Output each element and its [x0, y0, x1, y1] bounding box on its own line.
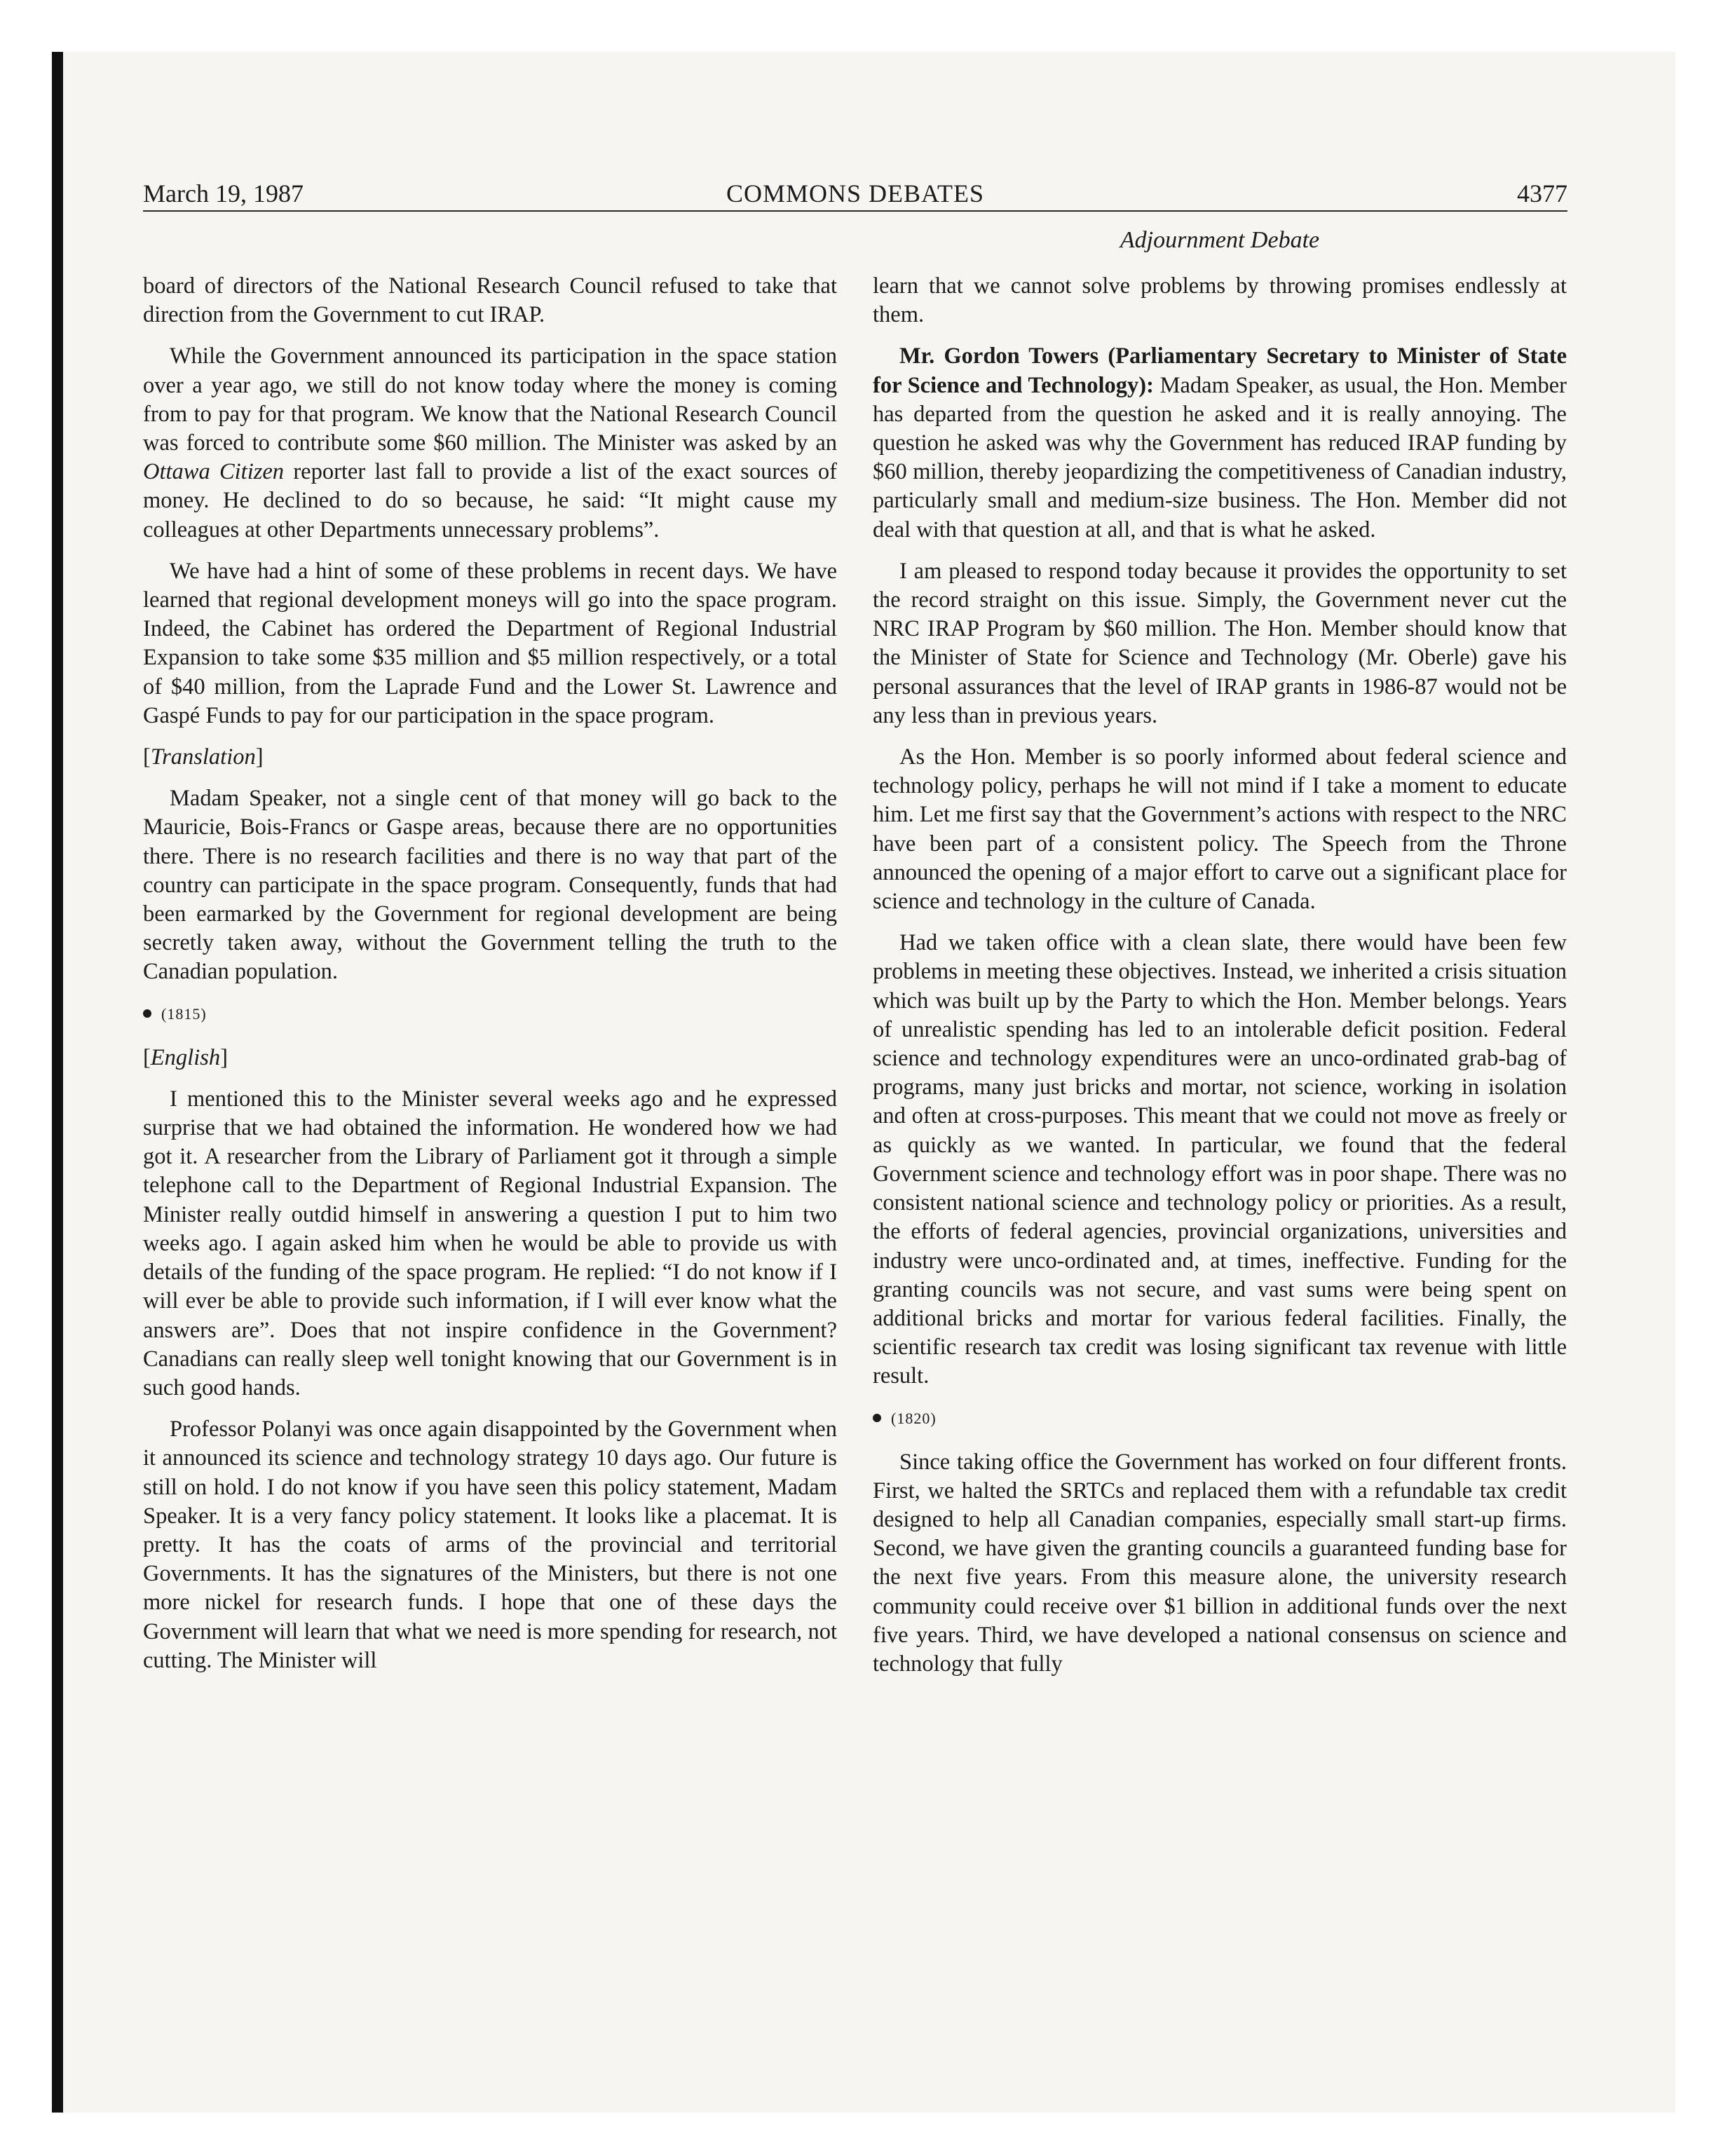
right-paragraph-2 [873, 342, 1567, 544]
left-paragraph-1: board of directors of the National Research Council refused to take that direction from the Government to cut IRAP. [143, 273, 837, 328]
left-paragraph-5: I mentioned this to the Minister several weeks ago and he expressed surprise that we had obtained the information. He wondered how we had got it. A researcher from the Library of Parliament got it through a simple telephone call to the Department of Regional Industrial Expansion. The Minister really outdid himself in answering a question I put to him two weeks ago. I again asked him when he would be able to provide us with details of the funding of the space program. He replied: “I do not know if I will ever be able to provide such information, if I will ever know what the answers are”. Does that not inspire confidence in the Government? Canadians can really sleep well tonight knowing that our Government is in such good hands. [143, 1086, 837, 1400]
left-column [143, 272, 837, 1688]
header-date: March 19, 1987 [143, 179, 304, 207]
time-stamp-text: (1820) [891, 1409, 937, 1427]
right-column [873, 272, 1567, 1691]
english-label: [English] [143, 1044, 228, 1070]
translation-label: [Translation] [143, 744, 264, 770]
translation-label-text: Translation [150, 744, 256, 770]
time-stamp-1815 [143, 999, 837, 1028]
right-paragraph-3: I am pleased to respond today because it provides the opportunity to set the record straight on this issue. Simply, the Government never cut the NRC IRAP Program by $60 million. The Hon. Member should know that the Minister of State for Science and Technology (Mr. Oberle) gave his personal assurances that the level of IRAP grants in 1986-87 would not be any less than in previous years. [873, 558, 1567, 728]
bullet-icon [873, 1414, 881, 1422]
ottawa-citizen-title: Ottawa Citizen [143, 459, 285, 485]
right-paragraph-2-text: Madam Speaker, as usual, the Hon. Member has departed from the question he asked and it is really annoying. The question he asked was why the Government has reduced IRAP funding by $60 million, thereby jeopardizing the competitiveness of Canadian industry, particularly small and medium-size business. The Hon. Member did not deal with that question at all, and that is what he asked. [873, 372, 1567, 543]
time-stamp-1820 [873, 1404, 1567, 1433]
speaker-name: Mr. Gordon Towers (Parliamentary Secretary to Minister of State for Science and Technology): [873, 343, 1567, 398]
left-paragraph-6: Professor Polanyi was once again disappointed by the Government when it announced its science and technology strategy 10 days ago. Our future is still on hold. I do not know if you have seen this policy statement, Madam Speaker. It is a very fancy policy statement. It looks like a placemat. It is pretty. It has the coats of arms of the provincial and territorial Governments. It has the signatures of the Ministers, but there is not one more nickel for research funds. I hope that one of these days the Government will learn that what we need is more spending for research, not cutting. The Minister will [143, 1417, 837, 1673]
scan-edge [52, 52, 63, 2113]
running-header [143, 177, 1567, 212]
left-paragraph-4: Madam Speaker, not a single cent of that money will go back to the Mauricie, Bois-Francs or Gaspe areas, because there are no opportunities there. There is no research facilities and there is no way that part of the country can participate in the space program. Consequently, funds that had been earmarked by the Government for regional development are being secretly taken away, without the Government telling the truth to the Canadian population. [143, 786, 837, 985]
header-publication: COMMONS DEBATES [726, 179, 985, 207]
right-paragraph-6: Since taking office the Government has worked on four different fronts. First, we halted the SRTCs and replaced them with a refundable tax credit designed to help all Canadian companies, especially small start-up firms. Second, we have given the granting councils a guaranteed funding base for the next five years. From this measure alone, the university research community could receive over $1 billion in additional funds over the next five years. Third, we have developed a national consensus on science and technology that fully [873, 1449, 1567, 1677]
right-paragraph-5: Had we taken office with a clean slate, there would have been few problems in meeting these objectives. Instead, we inherited a crisis situation which was built up by the Party to which the Hon. Member belongs. Years of unrealistic spending has led to an intolerable deficit position. Federal science and technology expenditures were an unco-ordinated grab-bag of programs, many just bricks and mortar, not science, working in isolation and often at cross-purposes. This meant that we could not move as freely or as quickly as we wanted. In particular, we found that the federal Government science and technology effort was in poor shape. There was no consistent national science and technology policy or priorities. As a result, the efforts of federal agencies, provincial organizations, universities and industry were unco-ordinated and, at times, ineffective. Funding for the granting councils was not secure, and vast sums were being spent on additional bricks and mortar for various federal facilities. Finally, the scientific research tax credit was losing significant tax revenue with little result. [873, 930, 1567, 1389]
bullet-icon [143, 1009, 151, 1018]
right-paragraph-1: learn that we cannot solve problems by throwing promises endlessly at them. [873, 273, 1567, 328]
time-stamp-text: (1815) [161, 1004, 207, 1023]
right-paragraph-4: As the Hon. Member is so poorly informed about federal science and technology policy, perhaps he will not mind if I take a moment to educate him. Let me first say that the Government’s actions with respect to the NRC have been part of a consistent policy. The Speech from the Throne announced the opening of a major effort to carve out a significant place for science and technology in the culture of Canada. [873, 744, 1567, 915]
left-paragraph-2 [143, 342, 837, 544]
left-paragraph-2-part-b: reporter last fall to provide a list of the exact sources of money. He declined to do so because, he said: “It might cause my colleagues at other Departments unnecessary problems”. [143, 459, 837, 543]
english-label-text: English [150, 1044, 221, 1070]
section-heading: Adjournment Debate [1120, 227, 1320, 253]
header-page-number: 4377 [1517, 179, 1567, 207]
left-paragraph-2-part-a: While the Government announced its participation in the space station over a year ago, we still do not know today where the money is coming from to pay for that program. We know that the National Research Council was forced to contribute some $60 million. The Minister was asked by an [143, 343, 837, 456]
left-paragraph-3: We have had a hint of some of these problems in recent days. We have learned that regional development moneys will go into the space program. Indeed, the Cabinet has ordered the Department of Regional Industrial Expansion to take some $35 million and $5 million respectively, or a total of $40 million, from the Laprade Fund and the Lower St. Lawrence and Gaspé Funds to pay for our participation in the space program. [143, 558, 837, 728]
